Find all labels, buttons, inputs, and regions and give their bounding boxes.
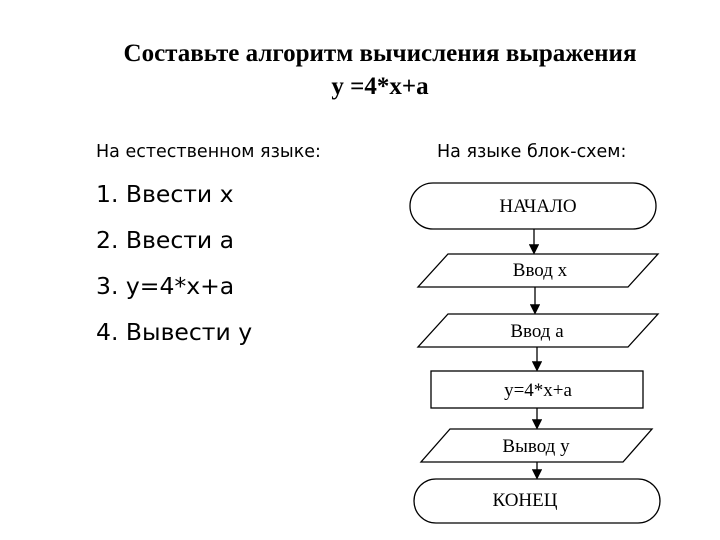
output-y-label: Вывод у bbox=[502, 436, 570, 457]
flowchart-heading: На языке блок-схем: bbox=[437, 142, 627, 162]
natural-language-heading: На естественном языке: bbox=[96, 142, 321, 162]
step-4: 4. Вывести у bbox=[96, 318, 253, 346]
step-1: 1. Ввести х bbox=[96, 180, 234, 208]
input-x-label: Ввод х bbox=[512, 260, 568, 281]
title-line-1: Составьте алгоритм вычисления выражения bbox=[123, 40, 637, 67]
end-label: КОНЕЦ bbox=[492, 490, 558, 511]
start-label: НАЧАЛО bbox=[499, 196, 577, 217]
title-line-2: y =4*x+a bbox=[331, 73, 429, 100]
step-2: 2. Ввести а bbox=[96, 226, 235, 254]
process-label: у=4*х+а bbox=[504, 380, 572, 401]
step-3: 3. у=4*х+а bbox=[96, 272, 235, 300]
input-a-label: Ввод а bbox=[510, 321, 564, 342]
